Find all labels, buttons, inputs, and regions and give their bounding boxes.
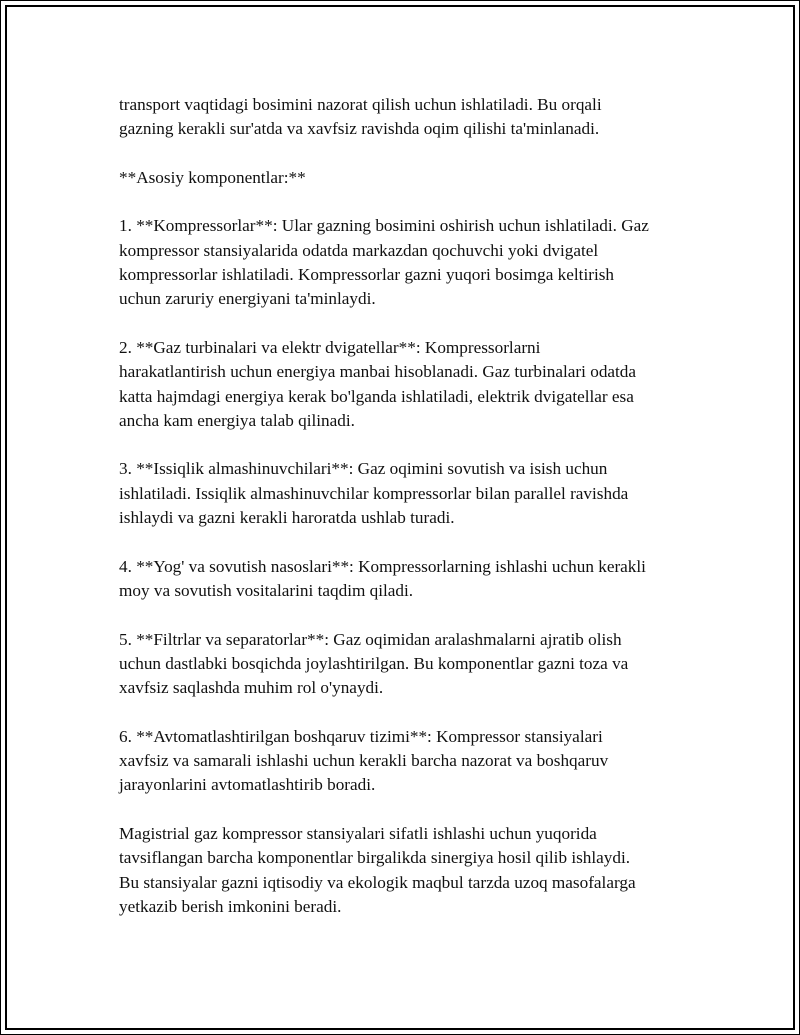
list-item-heat-exchangers: 3. **Issiqlik almashinuvchilari**: Gaz oqimini sovutish va isish uchun ishlatiladi. Issiqlik almashinuvchilar kompressorlar bilan parallel ravishda ishlaydi va gazni kerakli haroratda ushlab turadi. [119, 459, 629, 528]
paragraph-conclusion: Magistrial gaz kompressor stansiyalari sifatli ishlashi uchun yuqorida tavsiflangan barcha komponentlar birgalikda sinergiya hosil qilib ishlaydi. Bu stansiyalar gazni iqtisodiy va ekologik maqbul tarzda uzoq masofalarga yetkazib berish imkonini beradi. [119, 823, 636, 916]
section-heading: **Asosiy komponentlar:** [119, 167, 306, 187]
list-item-pumps: 4. **Yog' va sovutish nasoslari**: Kompressorlarning ishlashi uchun kerakli moy va sovutish vositalarini taqdim qiladi. [119, 556, 646, 600]
list-item-turbines: 2. **Gaz turbinalari va elektr dvigatellar**: Kompressorlarni harakatlantirish uchun energiya manbai hisoblanadi. Gaz turbinalari odatda katta hajmdagi energiya kerak bo'lganda ishlatiladi, elektrik dvigatellar esa ancha kam energiya talab qilinadi. [119, 337, 637, 430]
list-item-compressors: 1. **Kompressorlar**: Ular gazning bosimini oshirish uchun ishlatiladi. Gaz kompressor stansiyalarida odatda markazdan qochuvchi yoki dvigatel kompressorlar ishlatiladi. Kompressorlar gazni yuqori bosimga keltirish uchun zaruriy energiyani ta'minlaydi. [119, 216, 649, 309]
document-body [119, 93, 699, 943]
list-item-control-system: 6. **Avtomatlashtirilgan boshqaruv tizimi**: Kompressor stansiyalari xavfsiz va samarali ishlashi uchun kerakli barcha nazorat va boshqaruv jarayonlarini avtomatlashtirib boradi. [119, 726, 609, 795]
paragraph-intro: transport vaqtidagi bosimini nazorat qilish uchun ishlatiladi. Bu orqali gazning kerakli sur'atda va xavfsiz ravishda oqim qilishi ta'minlanadi. [119, 95, 602, 139]
list-item-filters: 5. **Filtrlar va separatorlar**: Gaz oqimidan aralashmalarni ajratib olish uchun dastlabki bosqichda joylashtirilgan. Bu komponentlar gazni toza va xavfsiz saqlashda muhim rol o'ynaydi. [119, 629, 629, 698]
